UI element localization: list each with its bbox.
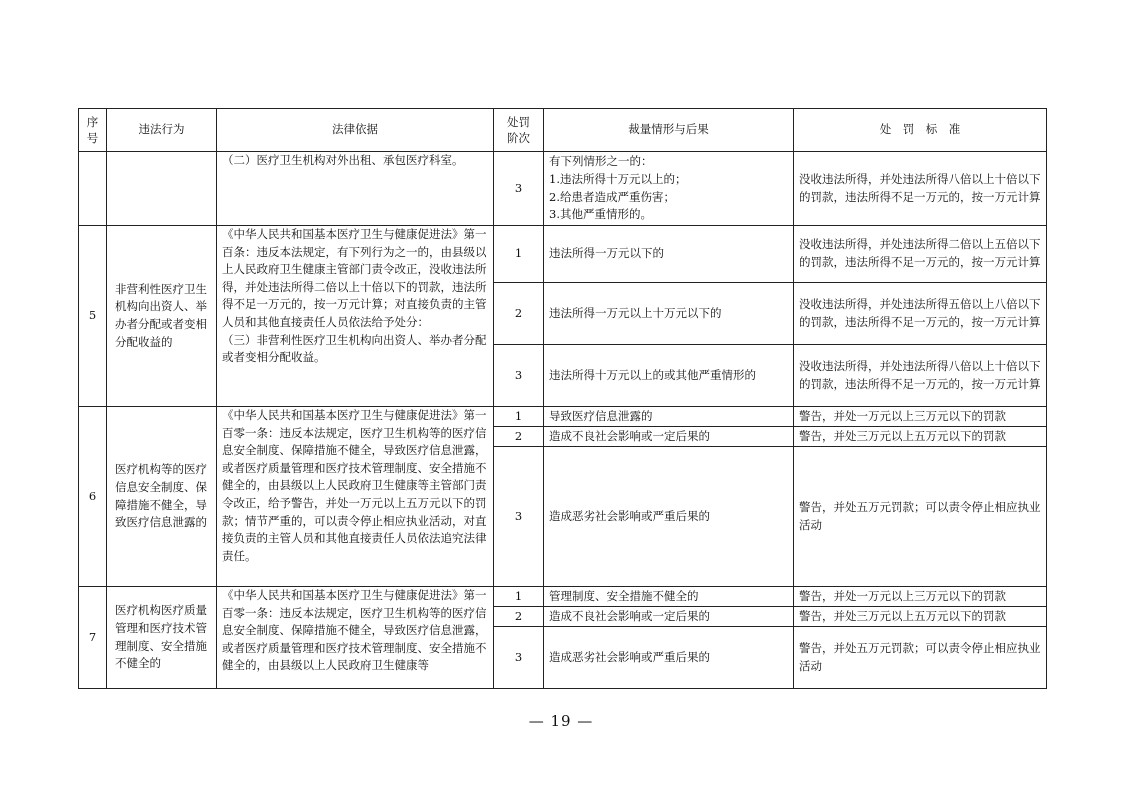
penalty-order-cell: 2	[494, 427, 544, 447]
penalty-order-cell: 1	[494, 587, 544, 607]
penalty-standard-cell: 没收违法所得，并处违法所得八倍以上十倍以下的罚款，违法所得不足一万元的，按一万元计算	[794, 152, 1047, 226]
penalty-standard-table	[78, 108, 1047, 689]
circumstance-cell: 违法所得十万元以上的或其他严重情形的	[544, 345, 794, 407]
table-row	[79, 152, 1047, 226]
penalty-standard-cell: 警告，并处五万元罚款；可以责令停止相应执业活动	[794, 627, 1047, 689]
circumstance-cell: 违法所得一万元以下的	[544, 226, 794, 283]
legal-basis-cell: 《中华人民共和国基本医疗卫生与健康促进法》第一百零一条：违反本法规定，医疗卫生机构等的医疗信息安全制度、保障措施不健全，导致医疗信息泄露，或者医疗质量管理和医疗技术管理制度、安全措施不健全的，由县级以上人民政府卫生健康等	[217, 587, 494, 689]
serial-cell: 5	[79, 226, 107, 407]
page-number: — 19 —	[528, 712, 594, 730]
penalty-order-cell: 2	[494, 607, 544, 627]
legal-basis-cell: （二）医疗卫生机构对外出租、承包医疗科室。	[217, 152, 494, 226]
penalty-order-cell: 3	[494, 447, 544, 587]
penalty-order-cell: 1	[494, 407, 544, 427]
circumstance-cell: 造成恶劣社会影响或严重后果的	[544, 627, 794, 689]
penalty-order-cell: 3	[494, 627, 544, 689]
header-penalty-order: 处罚 阶次	[494, 109, 544, 152]
header-serial-number: 序 号	[79, 109, 107, 152]
serial-cell: 6	[79, 407, 107, 587]
circumstance-cell: 造成恶劣社会影响或严重后果的	[544, 447, 794, 587]
penalty-standard-cell: 警告，并处一万元以上三万元以下的罚款	[794, 587, 1047, 607]
table-row	[79, 226, 1047, 283]
penalty-order-cell: 3	[494, 345, 544, 407]
penalty-standard-cell: 警告，并处三万元以上五万元以下的罚款	[794, 427, 1047, 447]
penalty-standard-cell: 警告，并处一万元以上三万元以下的罚款	[794, 407, 1047, 427]
header-violation: 违法行为	[107, 109, 217, 152]
serial-cell: 7	[79, 587, 107, 689]
header-circumstance: 裁量情形与后果	[544, 109, 794, 152]
header-penalty-standard: 处 罚 标 准	[794, 109, 1047, 152]
serial-cell	[79, 152, 107, 226]
penalty-standard-cell: 没收违法所得，并处违法所得五倍以上八倍以下的罚款，违法所得不足一万元的，按一万元计算	[794, 283, 1047, 345]
legal-basis-cell: 《中华人民共和国基本医疗卫生与健康促进法》第一百条：违反本法规定，有下列行为之一的，由县级以上人民政府卫生健康主管部门责令改正，没收违法所得，并处违法所得二倍以上十倍以下的罚款，违法所得不足一万元的，按一万元计算；对直接负责的主管人员和其他直接责任人员依法给予处分： （三）非营利性医疗卫生机构向出资人、举办者分配或者变相分配收益。	[217, 226, 494, 407]
penalty-standard-cell: 警告，并处三万元以上五万元以下的罚款	[794, 607, 1047, 627]
circumstance-cell: 违法所得一万元以上十万元以下的	[544, 283, 794, 345]
table-row	[79, 407, 1047, 427]
circumstance-cell: 有下列情形之一的： 1.违法所得十万元以上的； 2.给患者造成严重伤害； 3.其他严重情形的。	[544, 152, 794, 226]
legal-basis-cell: 《中华人民共和国基本医疗卫生与健康促进法》第一百零一条：违反本法规定，医疗卫生机构等的医疗信息安全制度、保障措施不健全，导致医疗信息泄露，或者医疗质量管理和医疗技术管理制度、安全措施不健全的，由县级以上人民政府卫生健康等主管部门责令改正，给予警告，并处一万元以上五万元以下的罚款；情节严重的，可以责令停止相应执业活动，对直接负责的主管人员和其他直接责任人员依法追究法律责任。	[217, 407, 494, 587]
violation-cell: 医疗机构医疗质量管理和医疗技术管理制度、安全措施不健全的	[107, 587, 217, 689]
penalty-standard-cell: 警告，并处五万元罚款；可以责令停止相应执业活动	[794, 447, 1047, 587]
circumstance-cell: 造成不良社会影响或一定后果的	[544, 427, 794, 447]
penalty-order-cell: 1	[494, 226, 544, 283]
penalty-standard-cell: 没收违法所得，并处违法所得二倍以上五倍以下的罚款，违法所得不足一万元的，按一万元计算	[794, 226, 1047, 283]
circumstance-cell: 造成不良社会影响或一定后果的	[544, 607, 794, 627]
penalty-order-cell: 2	[494, 283, 544, 345]
circumstance-cell: 管理制度、安全措施不健全的	[544, 587, 794, 607]
violation-cell: 医疗机构等的医疗信息安全制度、保障措施不健全，导致医疗信息泄露的	[107, 407, 217, 587]
table-header-row	[79, 109, 1047, 152]
header-legal-basis: 法律依据	[217, 109, 494, 152]
violation-cell: 非营利性医疗卫生机构向出资人、举办者分配或者变相分配收益的	[107, 226, 217, 407]
penalty-standard-cell: 没收违法所得，并处违法所得八倍以上十倍以下的罚款，违法所得不足一万元的，按一万元计算	[794, 345, 1047, 407]
penalty-order-cell: 3	[494, 152, 544, 226]
violation-cell	[107, 152, 217, 226]
circumstance-cell: 导致医疗信息泄露的	[544, 407, 794, 427]
table-row	[79, 587, 1047, 607]
